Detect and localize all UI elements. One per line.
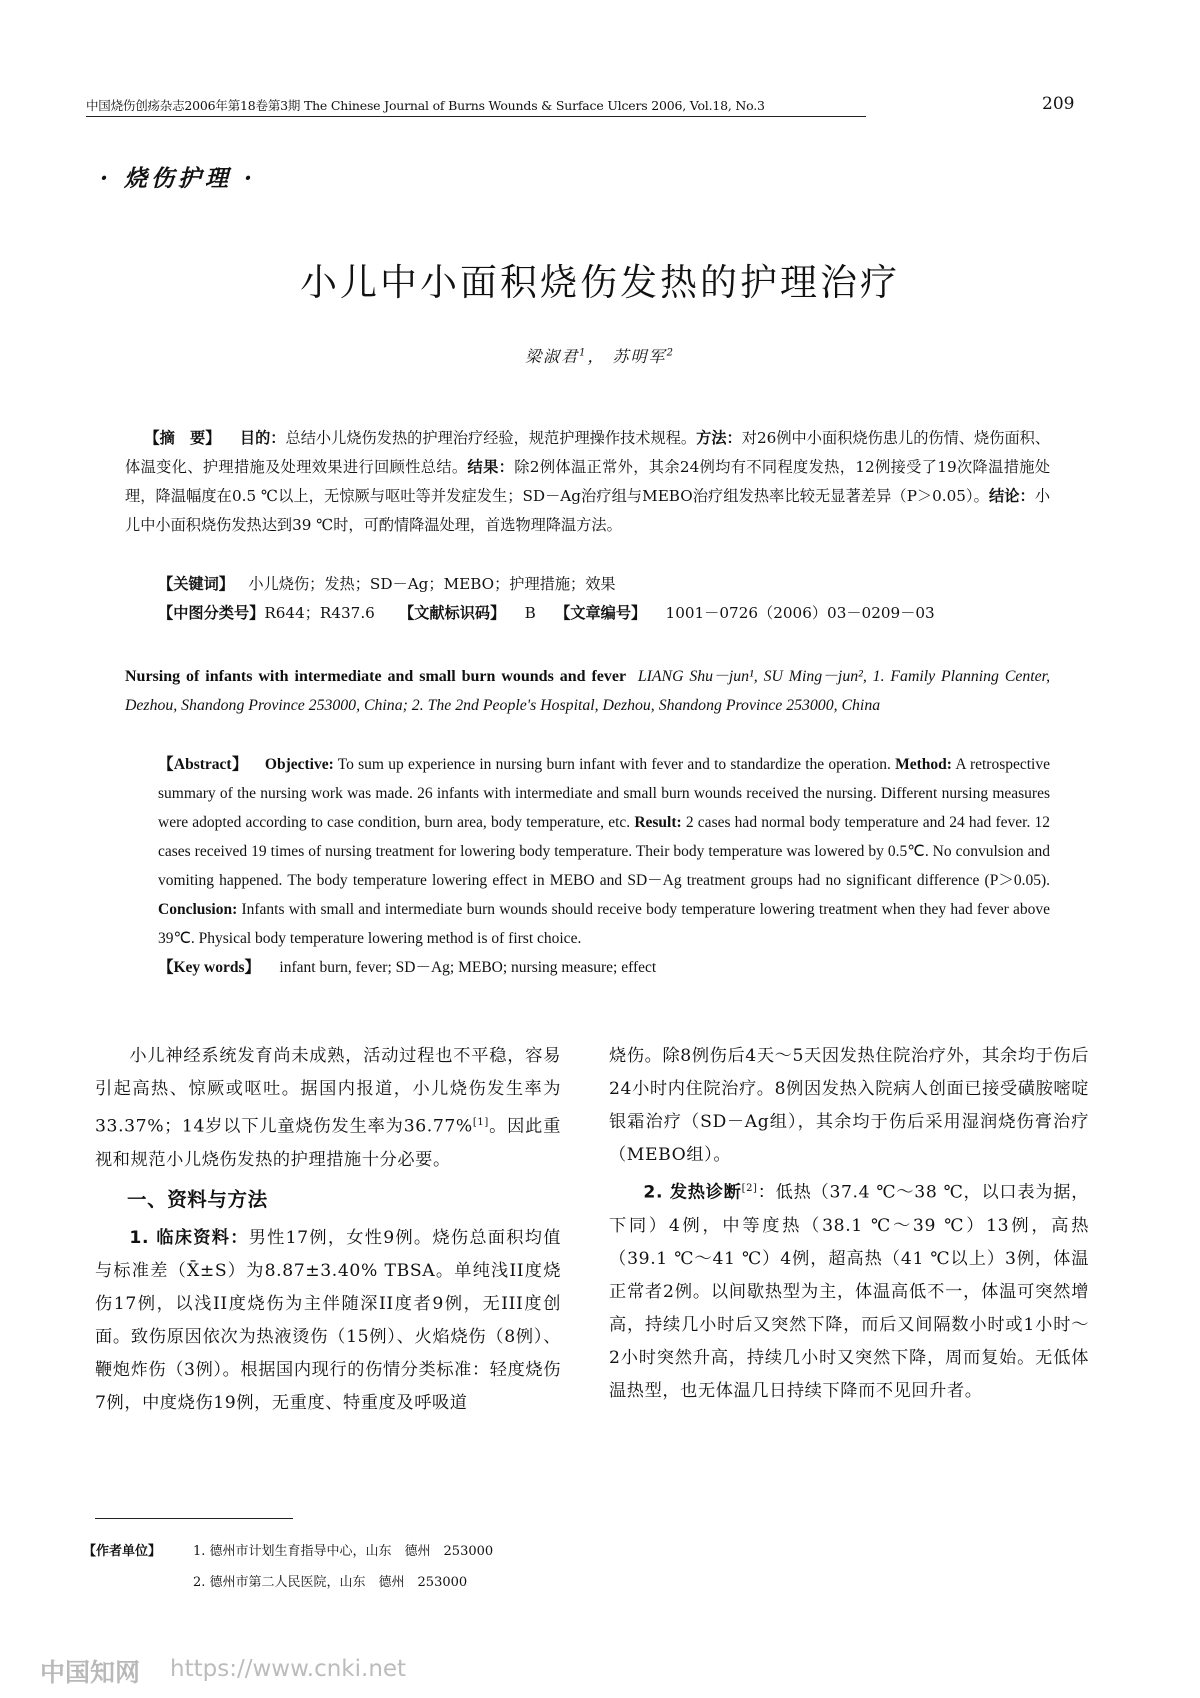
clinical-data-paragraph xyxy=(95,1222,561,1420)
page-number: 209 xyxy=(1042,94,1075,114)
result-label: 结果： xyxy=(467,458,515,476)
author-affil-mark: 1 xyxy=(579,347,588,359)
body-column-left xyxy=(95,1040,561,1420)
continuation-paragraph: 烧伤。除8例伤后4天～5天因发热住院治疗外，其余均于伤后24小时内住院治疗。8例因发热入院病人创面已接受磺胺嘧啶银霜治疗（SD－Ag组），其余均于伤后采用湿润烧伤膏治疗（MEBO组）。 xyxy=(609,1046,1089,1165)
author-affiliation-footnote xyxy=(83,1536,493,1598)
keywords-label: 【关键词】 xyxy=(158,575,234,593)
method-text: A retrospective summary of the nursing work was made. 26 infants with intermediate and small burn wounds received the nursing. Different nursing measures were adopted according to case condition, burn area, body temperature, etc. xyxy=(158,756,1050,831)
conclusion-label: Conclusion: xyxy=(158,901,238,918)
footnote-label: 【作者单位】 xyxy=(83,1544,162,1559)
paragraph-text: ：低热（37.4 ℃～38 ℃，以口表为据，下同）4例，中等度热（38.1 ℃～39 ℃）13例，高热（39.1 ℃～41 ℃）4例，超高热（41 ℃以上）3例，体温正常者2例。以间歇热型为主，体温高低不一，体温可突然增高，持续几小时后又突然下降，而后又间隔数小时或1小时～2小时突然升高，持续几小时又突然下降，周而复始。无低体温热型，也无体温几日持续下降而不见回升者。 xyxy=(609,1182,1089,1401)
english-title: Nursing of infants with intermediate and small burn wounds and fever xyxy=(125,668,627,685)
article-title: 小儿中小面积烧伤发热的护理治疗 xyxy=(300,261,900,304)
author-name: 苏明军 xyxy=(612,347,667,366)
result-text: 除2例体温正常外，其余24例均有不同程度发热，12例接受了19次降温措施处理，降温幅度在0.5 ℃以上，无惊厥与呕吐等并发症发生；SD－Ag治疗组与MEBO治疗组发热率比较无显著差异（P＞0.05）。 xyxy=(125,458,1051,505)
intro-paragraph xyxy=(95,1040,561,1177)
fever-diagnosis-paragraph xyxy=(609,1172,1089,1408)
intro-text: 小儿神经系统发育尚未成熟，活动过程也不平稳，容易引起高热、惊厥或呕吐。据国内报道，小儿烧伤发生率为33.37%；14岁以下儿童烧伤发生率为36.77% xyxy=(95,1046,561,1137)
doc-code-value: B xyxy=(524,604,536,622)
chinese-abstract xyxy=(125,424,1050,540)
paragraph-text: 男性17例，女性9例。烧伤总面积均值与标准差（X̄±S）为8.87±3.40% TBSA。单纯浅II度烧伤17例，以浅II度烧伤为主伴随深II度者9例，无III度创面。致伤原因依次为热液烫伤（15例）、火焰烧伤（8例）、鞭炮炸伤（3例）。根据国内现行的伤情分类标准：轻度烧伤7例，中度烧伤19例，无重度、特重度及呼吸道 xyxy=(95,1227,561,1413)
paragraph-label: 2. 发热诊断 xyxy=(643,1182,742,1203)
classification-line xyxy=(158,602,1048,623)
keywords-label: 【Key words】 xyxy=(158,959,261,976)
running-head: 中国烧伤创疡杂志2006年第18卷第3期 The Chinese Journal of Burns Wounds & Surface Ulcers 2006, Vol.18, No.3 xyxy=(86,96,866,117)
abstract-label: 【摘 要】 xyxy=(144,429,221,447)
column-tag: · 烧伤护理 · xyxy=(100,165,257,192)
objective-label: 目的： xyxy=(239,429,286,447)
method-label: 方法： xyxy=(696,429,742,447)
body-column-right xyxy=(609,1040,1089,1408)
article-id-value: 1001－0726（2006）03－0209－03 xyxy=(665,604,935,622)
footnote-rule xyxy=(95,1518,293,1519)
result-label: Result: xyxy=(634,814,682,831)
clc-value: R644；R437.6 xyxy=(264,604,375,622)
objective-label: Objective: xyxy=(264,756,334,773)
doc-code-label: 【文献标识码】 xyxy=(398,604,506,622)
conclusion-label: 结论： xyxy=(988,487,1035,505)
method-text: 对26例中小面积烧伤患儿的伤情、烧伤面积、体温变化、护理措施及处理效果进行回顾性总结。 xyxy=(125,429,1051,476)
english-authors-affiliations: LIANG Shu－jun¹, SU Ming－jun², 1. Family Planning Center, Dezhou, Shandong Province 253000, China; 2. The 2nd People's Hospital, Dezhou, Shandong Province 253000, China xyxy=(125,668,1051,714)
citation: [2] xyxy=(741,1183,758,1194)
abstract-label: 【Abstract】 xyxy=(158,756,248,773)
authors: 梁淑君$^1$， 苏明军$^2$ xyxy=(525,347,675,366)
chinese-keywords xyxy=(158,573,1048,594)
author-name: 梁淑君 xyxy=(525,347,580,366)
result-text: 2 cases had normal body temperature and 24 had fever. 12 cases received 19 times of nursing treatment for lowering body temperature. Their body temperature was lowered by 0.5℃. No convulsion and vomiting happened. The body temperature lowering effect in MEBO and SD－Ag treatment groups had no significant difference (P＞0.05). xyxy=(158,814,1051,889)
section-heading: 一、资料与方法 xyxy=(127,1187,268,1211)
affiliation-2: 2. 德州市第二人民医院，山东 德州 253000 xyxy=(193,1575,468,1590)
author-affil-mark: 2 xyxy=(666,347,675,359)
objective-text: 总结小儿烧伤发热的护理治疗经验，规范护理操作技术规程。 xyxy=(285,429,697,447)
conclusion-text: Infants with small and intermediate burn wounds should receive body temperature lowering treatment when they had fever above 39℃. Physical body temperature lowering method is of first choice. xyxy=(158,901,1050,947)
cnki-logo: 中国知网 xyxy=(40,1658,141,1687)
keywords-text: infant burn, fever; SD－Ag; MEBO; nursing measure; effect xyxy=(279,959,657,976)
english-title-block xyxy=(125,662,1050,720)
citation: [1] xyxy=(472,1117,489,1128)
objective-text: To sum up experience in nursing burn infant with fever and to standardize the operation. xyxy=(337,756,891,773)
keywords-text: 小儿烧伤；发热；SD－Ag；MEBO；护理措施；效果 xyxy=(248,575,616,593)
article-id-label: 【文章编号】 xyxy=(555,604,647,622)
affiliation-1: 1. 德州市计划生育指导中心，山东 德州 253000 xyxy=(193,1544,494,1559)
clc-label: 【中图分类号】 xyxy=(158,604,265,622)
intro-tail: 。因此重视和规范小儿烧伤发热的护理措施十分必要。 xyxy=(95,1116,561,1170)
paragraph-label: 1. 临床资料： xyxy=(129,1227,249,1248)
conclusion-text: 小儿中小面积烧伤发热达到39 ℃时，可酌情降温处理，首选物理降温方法。 xyxy=(125,487,1050,534)
cnki-url[interactable]: https://www.cnki.net xyxy=(170,1656,407,1682)
method-label: Method: xyxy=(895,756,952,773)
english-abstract xyxy=(125,750,1050,982)
